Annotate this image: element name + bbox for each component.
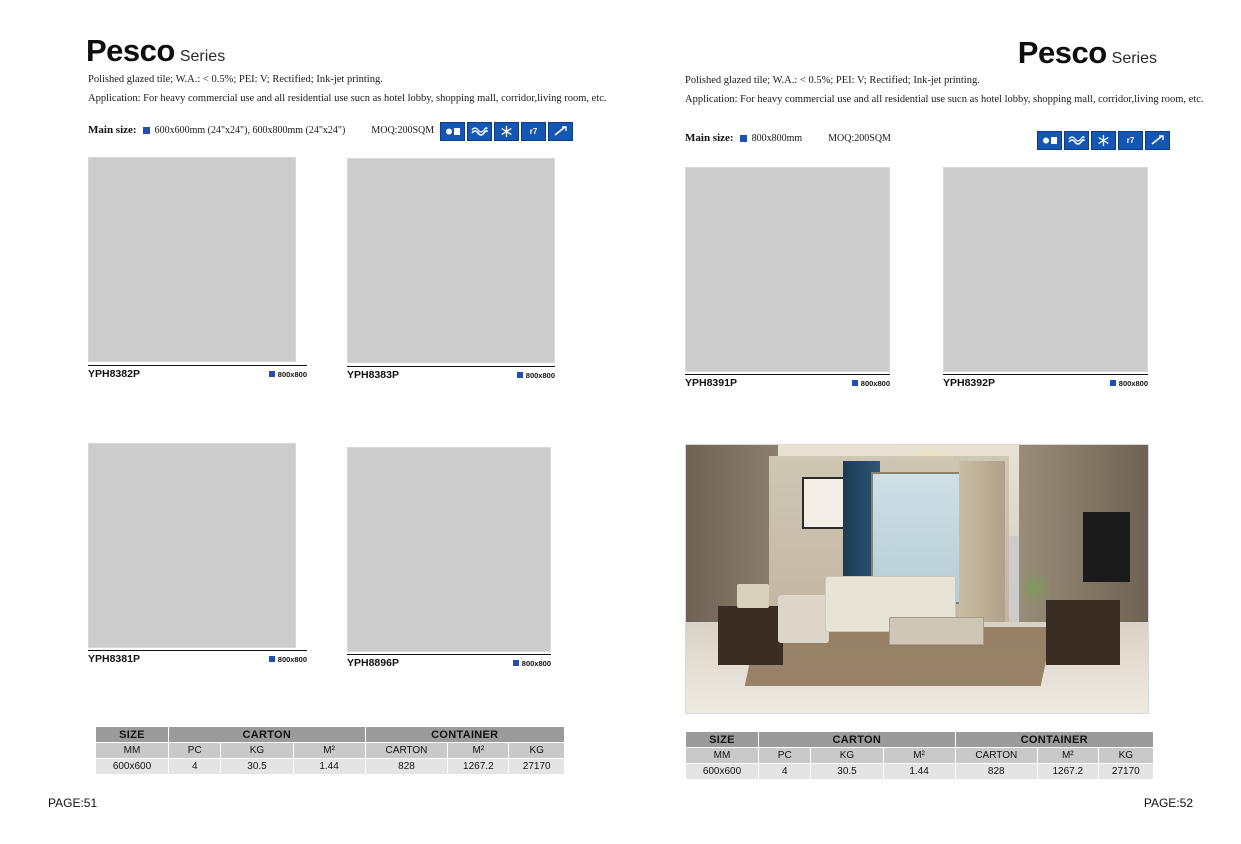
spec-val-pc: 4 (169, 759, 221, 775)
spec-value-row (96, 759, 565, 775)
water-resistant-icon (1064, 131, 1089, 150)
spec-col-kg: KG (811, 748, 883, 764)
tile-size: 800x800 (852, 379, 890, 388)
spec-val-m2: 1.44 (293, 759, 365, 775)
catalog-page-right (621, 0, 1241, 844)
spec-group-header-row (686, 732, 1154, 748)
product-description-right: Polished glazed tile; W.A.: < 0.5%; PEI: V; Rectified; Ink-jet printing. (685, 75, 980, 86)
tile-caption-yph8382p (88, 365, 307, 380)
spec-val-mm: 600x600 (686, 764, 759, 780)
spec-col-carton: CARTON (955, 748, 1037, 764)
tile-code: YPH8382P (88, 368, 140, 380)
spec-column-header-row (96, 743, 565, 759)
tile-texture (88, 157, 296, 362)
tile-image-yph8391p (685, 167, 890, 372)
tile-texture (347, 447, 551, 652)
tile-code: YPH8391P (685, 377, 737, 389)
stain-resistant-icon (548, 122, 573, 141)
spec-val-kg: 30.5 (221, 759, 293, 775)
frost-resistant-icon (494, 122, 519, 141)
spec-col-m2: M² (883, 748, 955, 764)
feature-icon-strip-right (1037, 131, 1170, 150)
spec-group-carton: CARTON (759, 732, 956, 748)
spec-col-carton: CARTON (365, 743, 448, 759)
blue-square-marker-icon (143, 127, 150, 134)
tile-code: YPH8392P (943, 377, 995, 389)
blue-square-marker-icon (269, 371, 275, 377)
tile-code: YPH8896P (347, 657, 399, 669)
tile-caption-yph8391p (685, 374, 890, 389)
spec-col-container-kg: KG (509, 743, 565, 759)
anti-slip-icon (440, 122, 465, 141)
brand-title-right (1018, 35, 1157, 71)
brand-name: Pesco (86, 33, 175, 68)
spec-col-container-m2: M² (1037, 748, 1098, 764)
spec-col-container-kg: KG (1098, 748, 1153, 764)
tile-size: 800x800 (517, 371, 555, 380)
spec-col-m2: M² (293, 743, 365, 759)
main-size-value: 600x600mm (24"x24"), 600x800mm (24"x24") (154, 124, 346, 136)
spec-group-container: CONTAINER (365, 727, 564, 743)
spec-col-kg: KG (221, 743, 293, 759)
blue-square-marker-icon (513, 660, 519, 666)
product-application-left: Application: For heavy commercial use and all residential use sucn as hotel lobby, shopping mall, corridor,living room, etc. (88, 93, 607, 104)
stain-resistant-icon (1145, 131, 1170, 150)
spec-group-size: SIZE (96, 727, 169, 743)
main-size-row-left (88, 124, 434, 136)
feature-icon-strip-left (440, 122, 573, 141)
spec-value-row (686, 764, 1154, 780)
spec-val-pc: 4 (759, 764, 811, 780)
room-scene-photo (685, 444, 1149, 714)
spec-group-container: CONTAINER (955, 732, 1153, 748)
moq-value: MOQ:200SQM (828, 132, 891, 144)
spec-col-container-m2: M² (448, 743, 509, 759)
spec-val-kg: 30.5 (811, 764, 883, 780)
brand-series: Series (1111, 50, 1157, 67)
blue-square-marker-icon (517, 372, 523, 378)
anti-slip-icon (1037, 131, 1062, 150)
tile-code: YPH8381P (88, 653, 140, 665)
tile-texture (88, 443, 296, 648)
spec-val-mm: 600x600 (96, 759, 169, 775)
spec-col-pc: PC (759, 748, 811, 764)
tile-size: 800x800 (269, 655, 307, 664)
tile-size: 800x800 (1110, 379, 1148, 388)
spec-val-container-kg: 27170 (1098, 764, 1153, 780)
tile-caption-yph8383p (347, 366, 555, 381)
spec-group-size: SIZE (686, 732, 759, 748)
spec-val-m2: 1.44 (883, 764, 955, 780)
spec-col-mm: MM (96, 743, 169, 759)
tile-image-yph8896p (347, 447, 551, 652)
wear-resistant-icon: r7 (521, 122, 546, 141)
spec-val-carton: 828 (365, 759, 448, 775)
tile-size: 800x800 (269, 370, 307, 379)
main-size-value: 800x800mm (751, 132, 803, 144)
tile-image-yph8382p (88, 157, 296, 362)
brand-series: Series (179, 48, 226, 65)
tile-texture (685, 167, 890, 372)
frost-resistant-icon (1091, 131, 1116, 150)
spec-col-mm: MM (686, 748, 759, 764)
brand-title-left (86, 33, 225, 69)
product-description-left: Polished glazed tile; W.A.: < 0.5%; PEI: V; Rectified; Ink-jet printing. (88, 74, 383, 85)
tile-image-yph8392p (943, 167, 1148, 372)
spec-group-carton: CARTON (169, 727, 366, 743)
tile-size: 800x800 (513, 659, 551, 668)
spec-val-container-m2: 1267.2 (448, 759, 509, 775)
water-resistant-icon (467, 122, 492, 141)
spec-val-container-kg: 27170 (509, 759, 565, 775)
tile-caption-yph8381p (88, 650, 307, 665)
tile-texture (347, 158, 555, 363)
catalog-page-left (0, 0, 620, 844)
tile-image-yph8383p (347, 158, 555, 363)
tile-texture (943, 167, 1148, 372)
spec-val-container-m2: 1267.2 (1037, 764, 1098, 780)
blue-square-marker-icon (852, 380, 858, 386)
blue-square-marker-icon (1110, 380, 1116, 386)
living-room-interior-photo (685, 444, 1149, 714)
tile-caption-yph8896p (347, 654, 551, 669)
spec-table-right (685, 731, 1154, 780)
wear-resistant-icon: r7 (1118, 131, 1143, 150)
page-number-left: PAGE:51 (48, 796, 98, 810)
blue-square-marker-icon (740, 135, 747, 142)
spec-group-header-row (96, 727, 565, 743)
spec-val-carton: 828 (955, 764, 1037, 780)
main-size-row-right (685, 132, 891, 144)
tile-image-yph8381p (88, 443, 296, 648)
blue-square-marker-icon (269, 656, 275, 662)
main-size-label: Main size: (685, 132, 734, 144)
spec-column-header-row (686, 748, 1154, 764)
spec-table-left (95, 726, 565, 775)
tile-caption-yph8392p (943, 374, 1148, 389)
main-size-label: Main size: (88, 124, 137, 136)
brand-name: Pesco (1017, 35, 1107, 70)
product-application-right: Application: For heavy commercial use and all residential use sucn as hotel lobby, shopping mall, corridor,living room, etc. (685, 94, 1204, 105)
tile-code: YPH8383P (347, 369, 399, 381)
spec-col-pc: PC (169, 743, 221, 759)
moq-value: MOQ:200SQM (371, 124, 435, 136)
page-number-right: PAGE:52 (1143, 796, 1193, 810)
